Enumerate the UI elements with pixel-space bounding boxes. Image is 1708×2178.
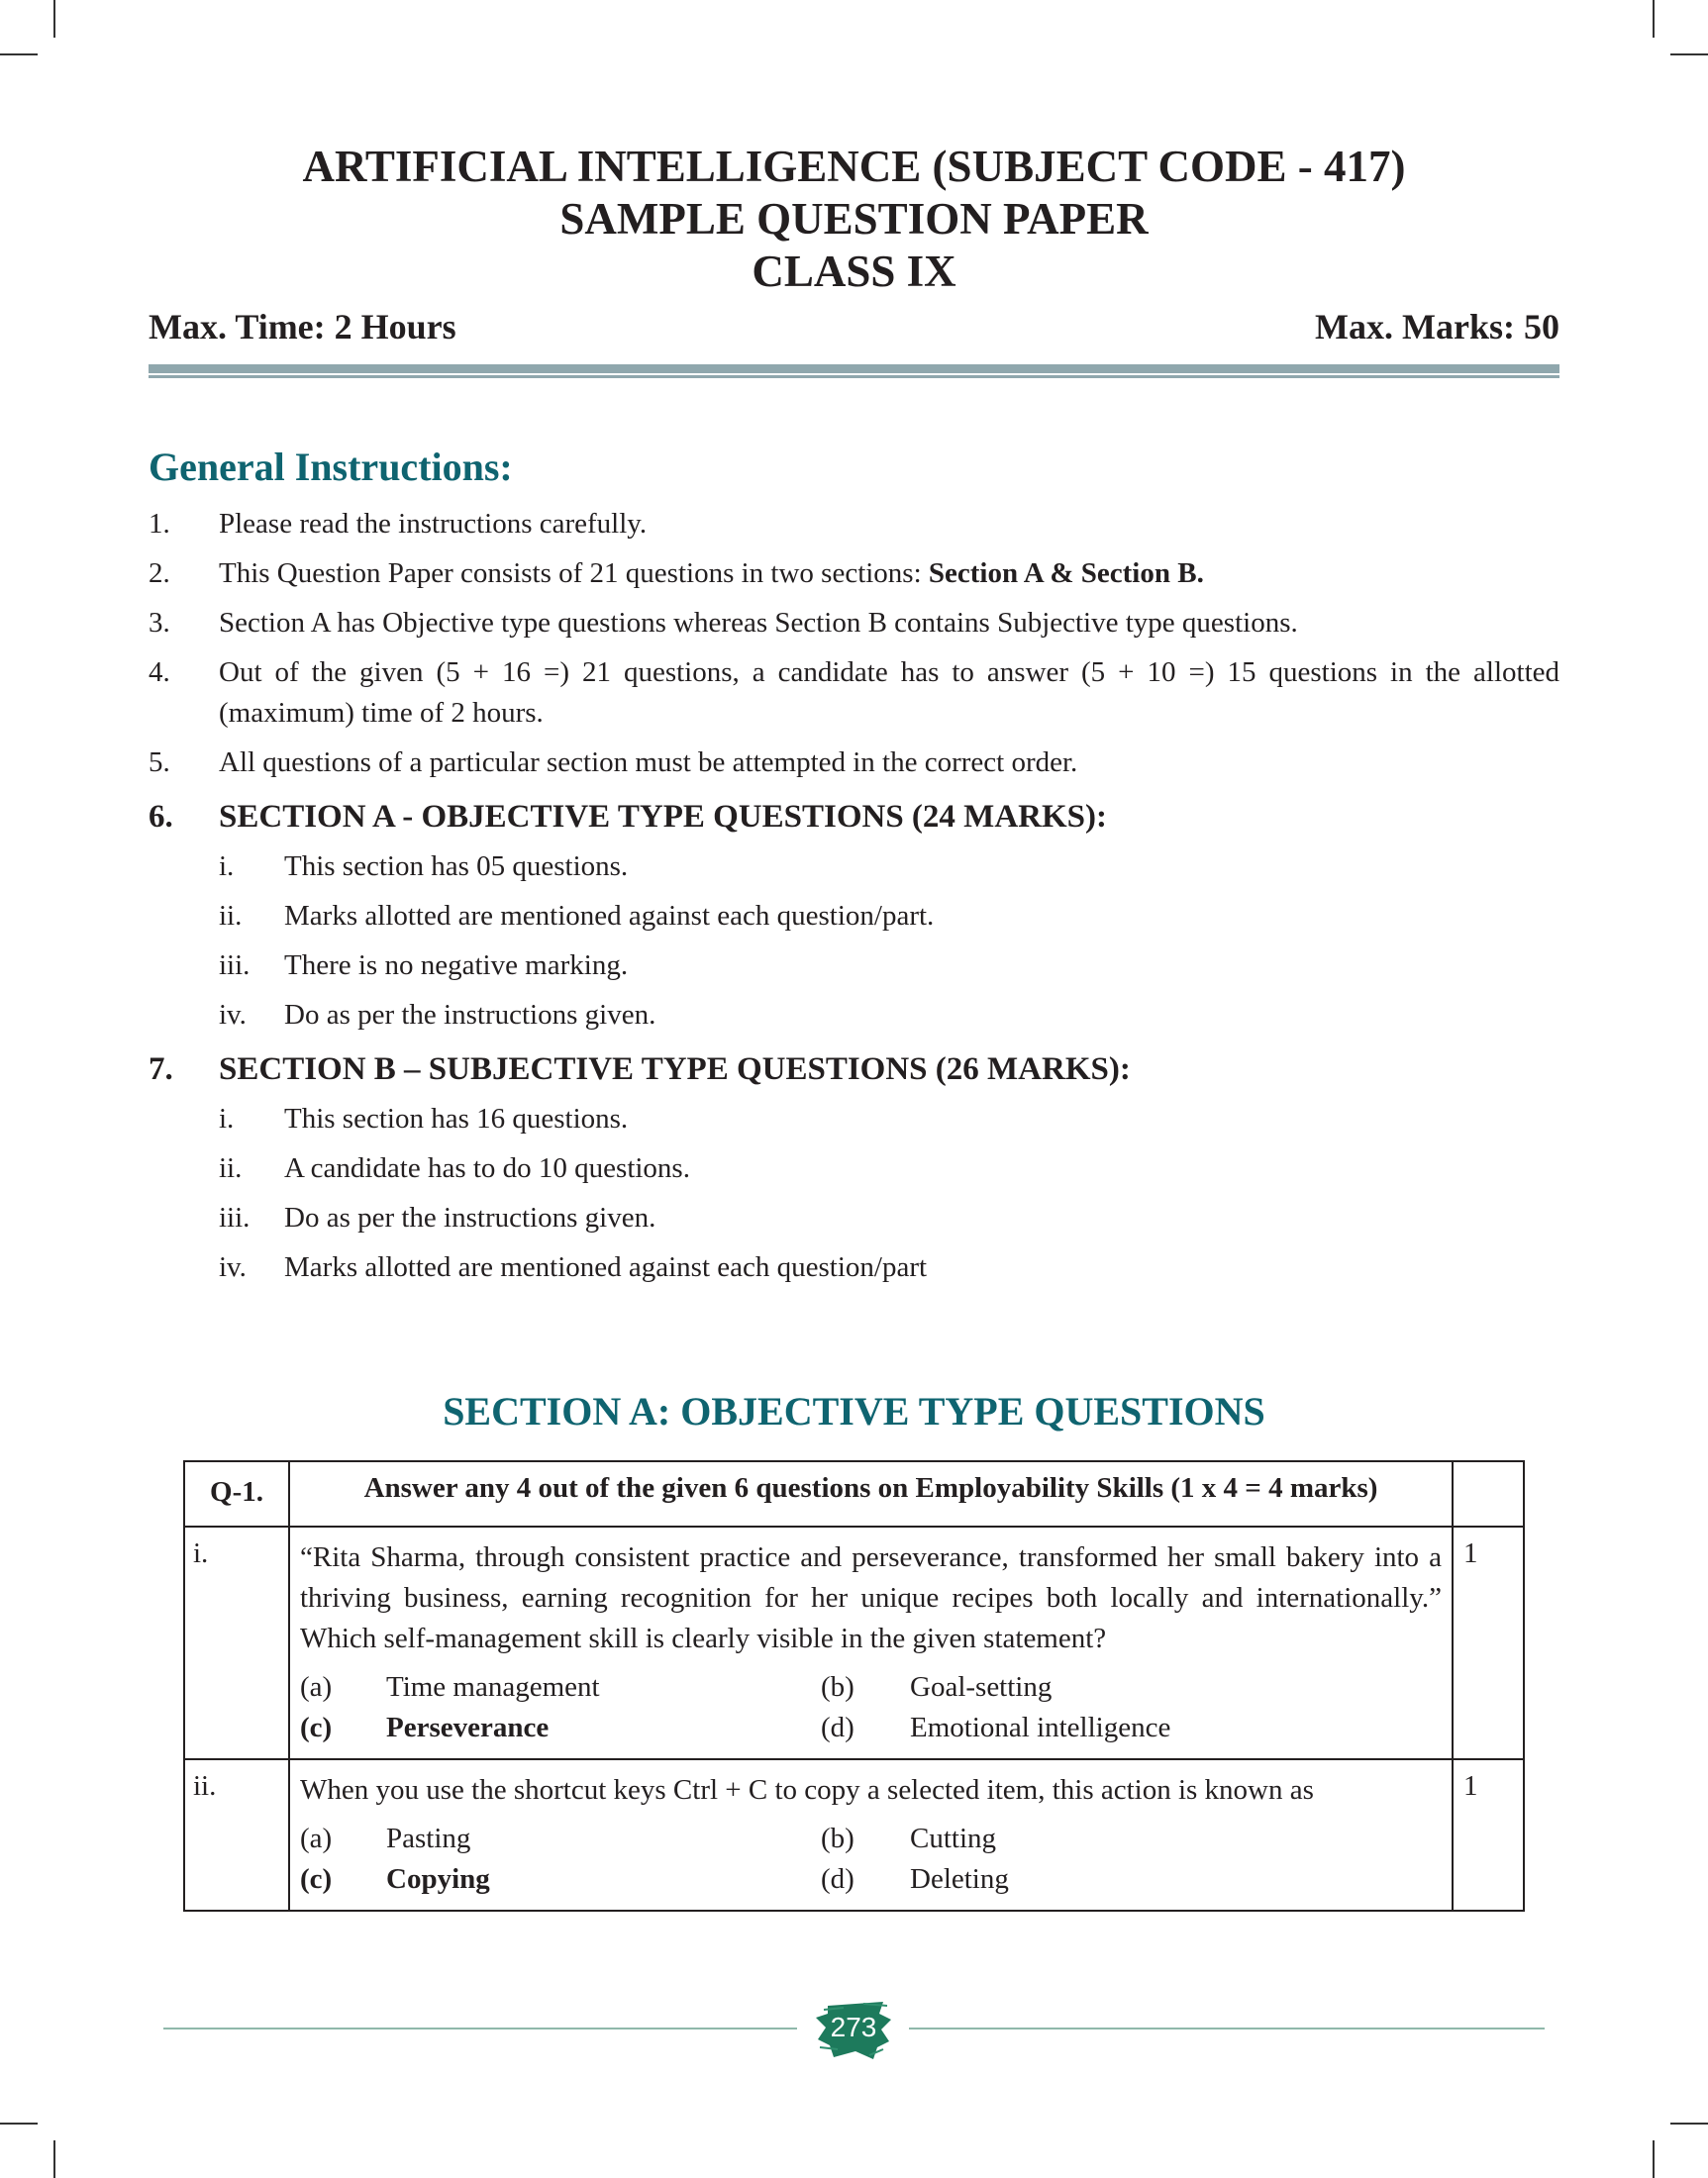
options-grid	[300, 1667, 1442, 1748]
sub-instruction	[149, 995, 1559, 1036]
crop-mark	[1653, 0, 1655, 38]
item-text: All questions of a particular section must be attempted in the correct order.	[219, 746, 1078, 778]
question-label: Q-1.	[184, 1461, 289, 1527]
part-number: ii.	[184, 1759, 289, 1911]
part-content	[289, 1527, 1453, 1759]
section-b-instruction	[149, 1047, 1559, 1091]
sub-text: Marks allotted are mentioned against each question/part	[284, 1251, 928, 1283]
sub-number: iv.	[219, 999, 247, 1031]
sub-text: Marks allotted are mentioned against each question/part.	[284, 900, 935, 932]
item-text: Section A has Objective type questions whereas Section B contains Subjective type questions.	[219, 607, 1298, 639]
section-a-instruction	[149, 795, 1559, 839]
item-text: SECTION A - OBJECTIVE TYPE QUESTIONS (24 MARKS):	[219, 799, 1107, 835]
sub-number: iii.	[219, 949, 251, 981]
sub-text: This section has 05 questions.	[284, 850, 629, 882]
sub-instruction	[149, 1148, 1559, 1189]
item-text: SECTION B – SUBJECTIVE TYPE QUESTIONS (26 MARKS):	[219, 1051, 1131, 1087]
option-key: (a)	[300, 1823, 333, 1854]
option-text: Emotional intelligence	[910, 1712, 1171, 1743]
item-number: 6.	[149, 799, 173, 835]
option-text: Pasting	[386, 1823, 471, 1854]
instruction-item	[149, 742, 1559, 783]
page-number-badge	[814, 2000, 893, 2061]
question-text: “Rita Sharma, through consistent practice and perseverance, transformed her small bakery into a thriving business, earning recognition for her unique recipes both locally and internationally.” Which self-management skill is clearly visible in the given statement?	[300, 1541, 1442, 1654]
item-number: 2.	[149, 557, 170, 589]
meta-row	[149, 305, 1559, 348]
crop-mark	[1670, 53, 1708, 55]
class-label: CLASS IX	[752, 247, 956, 296]
subject-title: ARTIFICIAL INTELLIGENCE (SUBJECT CODE - 417)	[302, 142, 1406, 191]
item-number: 4.	[149, 656, 170, 688]
option-key: (b)	[821, 1823, 854, 1854]
crop-mark	[53, 2140, 55, 2178]
general-instructions-heading: General Instructions:	[149, 445, 513, 489]
question-instruction: Answer any 4 out of the given 6 questions on Employability Skills (1 x 4 = 4 marks)	[289, 1461, 1453, 1527]
part-number: i.	[184, 1527, 289, 1759]
max-marks: Max. Marks: 50	[1315, 307, 1559, 346]
option-key: (a)	[300, 1671, 333, 1703]
option-text: Deleting	[910, 1863, 1009, 1895]
option-key: (b)	[821, 1671, 854, 1703]
sub-instruction	[149, 896, 1559, 937]
sub-number: iv.	[219, 1251, 247, 1283]
sub-text: There is no negative marking.	[284, 949, 629, 981]
sub-number: i.	[219, 1103, 235, 1135]
question-row	[184, 1527, 1524, 1759]
item-text: Please read the instructions carefully.	[219, 508, 648, 540]
option-text: Time management	[386, 1671, 600, 1703]
sub-text: A candidate has to do 10 questions.	[284, 1152, 690, 1184]
instructions-list	[149, 504, 1559, 1297]
item-number: 7.	[149, 1051, 173, 1087]
item-text: Out of the given (5 + 16 =) 21 questions, a candidate has to answer (5 + 10 =) 15 questions in the allotted (maximum) time of 2 hours.	[219, 656, 1559, 729]
sub-instruction	[149, 1247, 1559, 1288]
options-grid	[300, 1819, 1442, 1900]
sub-number: ii.	[219, 900, 243, 932]
marks-cell: 1	[1453, 1759, 1524, 1911]
question-header-row	[184, 1461, 1524, 1527]
option-text: Cutting	[910, 1823, 997, 1854]
crop-mark	[1670, 2123, 1708, 2125]
part-content	[289, 1759, 1453, 1911]
footer-line-right	[909, 2028, 1545, 2030]
sub-text: This section has 16 questions.	[284, 1103, 629, 1135]
sub-number: i.	[219, 850, 235, 882]
header-rule	[149, 364, 1559, 378]
page-number: 273	[830, 2012, 877, 2042]
correct-option-text: Perseverance	[386, 1712, 550, 1743]
item-text-plain: This Question Paper consists of 21 questions in two sections:	[219, 557, 929, 589]
sub-text: Do as per the instructions given.	[284, 999, 656, 1031]
paper-type: SAMPLE QUESTION PAPER	[559, 194, 1149, 244]
sub-instruction	[149, 945, 1559, 986]
sub-instruction	[149, 846, 1559, 887]
correct-option-text: Copying	[386, 1863, 490, 1895]
sub-number: iii.	[219, 1202, 251, 1234]
item-number: 3.	[149, 607, 170, 639]
sub-instruction	[149, 1099, 1559, 1139]
marks-cell	[1453, 1461, 1524, 1527]
correct-option-key: (c)	[300, 1712, 333, 1743]
crop-mark	[0, 2123, 38, 2125]
item-number: 1.	[149, 508, 170, 540]
section-a-title: SECTION A: OBJECTIVE TYPE QUESTIONS	[443, 1389, 1265, 1434]
sub-text: Do as per the instructions given.	[284, 1202, 656, 1234]
instruction-item	[149, 652, 1559, 734]
marks-cell: 1	[1453, 1527, 1524, 1759]
sub-instruction	[149, 1198, 1559, 1238]
item-text-bold: Section A & Section B.	[928, 557, 1204, 589]
max-time: Max. Time: 2 Hours	[149, 307, 456, 346]
instruction-item	[149, 504, 1559, 544]
correct-option-key: (c)	[300, 1863, 333, 1895]
item-number: 5.	[149, 746, 170, 778]
option-text: Goal-setting	[910, 1671, 1053, 1703]
option-key: (d)	[821, 1712, 854, 1743]
footer-line-left	[163, 2028, 797, 2030]
question-row	[184, 1759, 1524, 1911]
crop-mark	[0, 53, 38, 55]
instruction-item	[149, 603, 1559, 644]
option-key: (d)	[821, 1863, 854, 1895]
crop-mark	[1653, 2140, 1655, 2178]
paper-title	[149, 141, 1559, 298]
question-table	[183, 1460, 1525, 1912]
item-text	[219, 553, 1559, 594]
crop-mark	[53, 0, 55, 38]
question-text: When you use the shortcut keys Ctrl + C to copy a selected item, this action is known as	[300, 1774, 1314, 1806]
instruction-item	[149, 553, 1559, 594]
sub-number: ii.	[219, 1152, 243, 1184]
